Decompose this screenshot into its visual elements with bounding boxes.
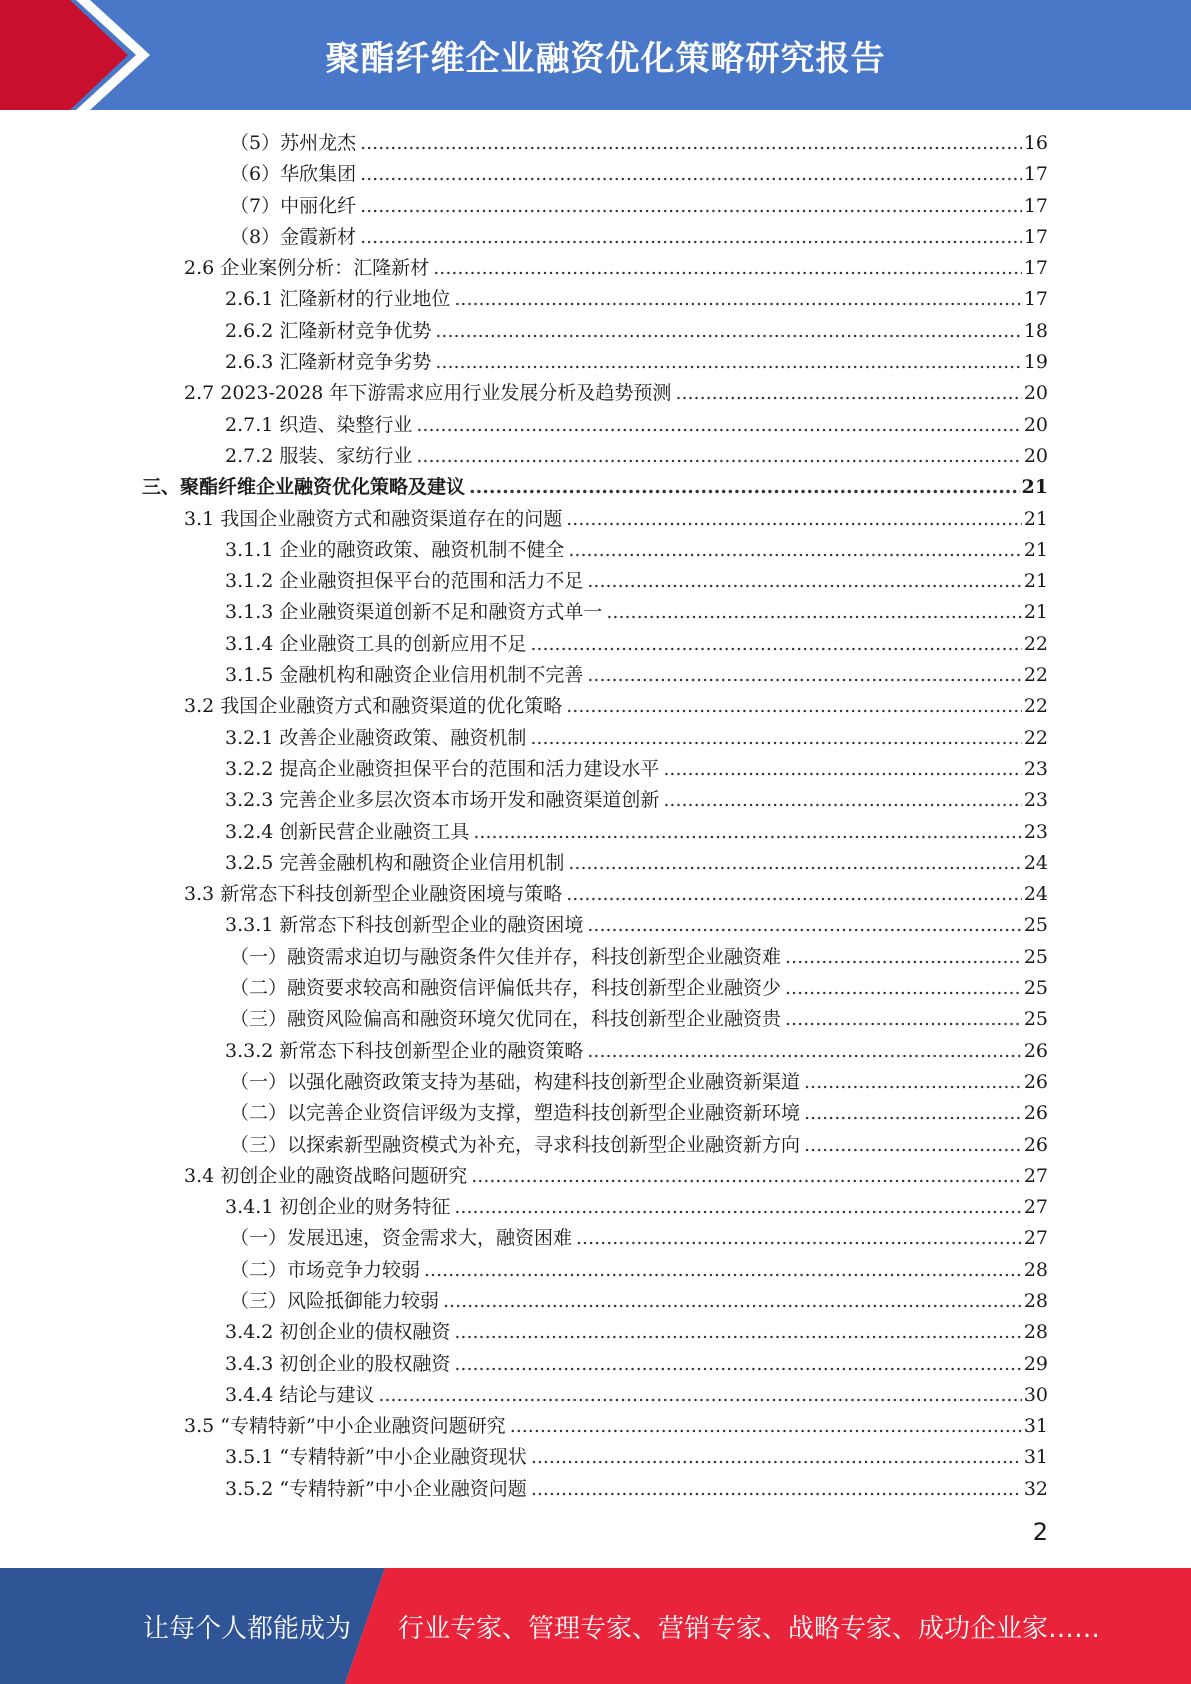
- table-of-contents: [0, 128, 1191, 1505]
- toc-entry[interactable]: [0, 316, 1048, 347]
- toc-entry-page: 26: [1023, 1102, 1048, 1125]
- footer-slogan-left: 让每个人都能成为: [143, 1613, 352, 1644]
- toc-entry[interactable]: [0, 942, 1048, 973]
- toc-leader-dots: [568, 848, 1021, 879]
- toc-entry-page: 23: [1023, 789, 1048, 812]
- toc-entry-page: 28: [1023, 1321, 1048, 1344]
- toc-leader-dots: [433, 253, 1022, 284]
- toc-entry[interactable]: [0, 410, 1048, 441]
- toc-entry-page: 25: [1023, 977, 1048, 1000]
- toc-leader-dots: [454, 1192, 1021, 1223]
- toc-entry-label: （二）以完善企业资信评级为支撑，塑造科技创新型企业融资新环境: [230, 1102, 801, 1125]
- toc-entry-label: 3.1.4 企业融资工具的创新应用不足: [225, 632, 527, 655]
- toc-entry-label: 3.2 我国企业融资方式和融资渠道的优化策略: [184, 695, 563, 718]
- toc-entry-label: 3.1.5 金融机构和融资企业信用机制不完善: [225, 664, 584, 687]
- toc-leader-dots: [416, 410, 1021, 441]
- toc-leader-dots: [587, 566, 1021, 597]
- toc-entry-page: 23: [1023, 820, 1048, 843]
- toc-leader-dots: [435, 347, 1021, 378]
- toc-leader-dots: [360, 222, 1022, 253]
- toc-entry[interactable]: [0, 754, 1048, 785]
- toc-leader-dots: [471, 1161, 1022, 1192]
- toc-leader-dots: [530, 723, 1021, 754]
- toc-leader-dots: [663, 785, 1021, 816]
- toc-entry-label: （8）金霞新材: [230, 225, 357, 248]
- toc-leader-dots: [530, 629, 1021, 660]
- toc-entry-label: （三）风险抵御能力较弱: [230, 1289, 440, 1312]
- toc-entry-page: 28: [1023, 1289, 1048, 1312]
- toc-leader-dots: [360, 191, 1022, 222]
- toc-entry-label: 3.1.1 企业的融资政策、融资机制不健全: [225, 538, 565, 561]
- toc-entry-page: 26: [1023, 1070, 1048, 1093]
- toc-entry-page: 17: [1023, 225, 1048, 248]
- toc-leader-dots: [566, 879, 1022, 910]
- toc-leader-dots: [510, 1411, 1022, 1442]
- toc-entry[interactable]: [0, 691, 1048, 722]
- toc-entry-page: 20: [1023, 382, 1048, 405]
- toc-entry[interactable]: [0, 723, 1048, 754]
- toc-leader-dots: [360, 128, 1022, 159]
- toc-leader-dots: [469, 472, 1020, 503]
- toc-entry[interactable]: [0, 441, 1048, 472]
- toc-leader-dots: [443, 1286, 1022, 1317]
- toc-entry-label: （6）华欣集团: [230, 163, 357, 186]
- toc-entry-page: 25: [1023, 945, 1048, 968]
- toc-leader-dots: [566, 691, 1022, 722]
- page-number: 2: [1032, 1518, 1048, 1546]
- toc-entry-label: （二）融资要求较高和融资信评偏低共存，科技创新型企业融资少: [230, 977, 782, 1000]
- toc-entry-label: 2.6 企业案例分析：汇隆新材: [184, 257, 430, 280]
- toc-entry-page: 27: [1023, 1196, 1048, 1219]
- toc-entry-label: （5）苏州龙杰: [230, 132, 357, 154]
- toc-leader-dots: [587, 910, 1021, 941]
- toc-entry[interactable]: [0, 879, 1048, 910]
- toc-entry-page: 22: [1023, 695, 1048, 718]
- toc-entry-label: 3.4.2 初创企业的债权融资: [225, 1321, 451, 1344]
- toc-entry-page: 19: [1023, 351, 1048, 374]
- toc-leader-dots: [587, 1036, 1021, 1067]
- toc-entry[interactable]: [0, 1192, 1048, 1223]
- toc-leader-dots: [785, 942, 1022, 973]
- toc-entry-page: 20: [1023, 413, 1048, 436]
- toc-entry[interactable]: [0, 973, 1048, 1004]
- toc-entry-label: （一）以强化融资政策支持为基础，构建科技创新型企业融资新渠道: [230, 1070, 801, 1093]
- toc-entry-label: 3.4.3 初创企业的股权融资: [225, 1352, 451, 1375]
- toc-entry[interactable]: [0, 128, 1048, 159]
- toc-entry-page: 22: [1023, 726, 1048, 749]
- toc-entry-page: 22: [1023, 664, 1048, 687]
- toc-leader-dots: [424, 1255, 1022, 1286]
- toc-entry[interactable]: [0, 191, 1048, 222]
- toc-leader-dots: [531, 1442, 1022, 1473]
- toc-entry[interactable]: [0, 1255, 1048, 1286]
- toc-entry-page: 25: [1023, 1008, 1048, 1031]
- toc-entry[interactable]: [0, 817, 1048, 848]
- toc-entry-page: 29: [1023, 1352, 1048, 1375]
- toc-entry-page: 31: [1023, 1446, 1048, 1469]
- toc-entry-label: （三）融资风险偏高和融资环境欠优同在，科技创新型企业融资贵: [230, 1008, 782, 1031]
- toc-leader-dots: [804, 1130, 1022, 1161]
- toc-entry[interactable]: [0, 597, 1048, 628]
- toc-entry-label: （二）市场竞争力较弱: [230, 1258, 421, 1281]
- toc-entry-page: 21: [1023, 570, 1048, 593]
- toc-entry-label: 2.7.2 服装、家纺行业: [225, 444, 413, 467]
- toc-entry[interactable]: [0, 284, 1048, 315]
- toc-entry-label: 2.7 2023-2028 年下游需求应用行业发展分析及趋势预测: [184, 382, 672, 405]
- toc-leader-dots: [416, 441, 1021, 472]
- toc-entry[interactable]: [0, 1161, 1048, 1192]
- toc-entry[interactable]: [0, 159, 1048, 190]
- toc-leader-dots: [454, 284, 1021, 315]
- toc-entry[interactable]: [0, 535, 1048, 566]
- toc-entry[interactable]: [0, 848, 1048, 879]
- toc-entry-page: 24: [1023, 883, 1048, 906]
- toc-entry-page: 17: [1023, 288, 1048, 311]
- toc-entry[interactable]: [0, 1474, 1048, 1505]
- toc-entry[interactable]: [0, 504, 1048, 535]
- toc-entry-page: 17: [1023, 194, 1048, 217]
- toc-entry-page: 26: [1023, 1133, 1048, 1156]
- toc-entry-label: 3.5.2 “专精特新”中小企业融资问题: [225, 1477, 527, 1500]
- toc-leader-dots: [804, 1067, 1022, 1098]
- toc-leader-dots: [566, 504, 1022, 535]
- toc-entry-page: 21: [1023, 601, 1048, 624]
- toc-entry[interactable]: [0, 1004, 1048, 1035]
- toc-entry-page: 18: [1023, 319, 1048, 342]
- toc-entry[interactable]: [0, 910, 1048, 941]
- toc-entry[interactable]: [0, 347, 1048, 378]
- toc-entry-page: 32: [1023, 1477, 1048, 1500]
- toc-entry-label: 2.6.3 汇隆新材竞争劣势: [225, 351, 432, 374]
- toc-entry-label: 2.7.1 织造、染整行业: [225, 413, 413, 436]
- toc-entry[interactable]: [0, 1349, 1048, 1380]
- toc-entry[interactable]: [0, 566, 1048, 597]
- footer-slogan-right: 行业专家、管理专家、营销专家、战略专家、成功企业家……: [398, 1613, 1101, 1644]
- toc-entry-page: 28: [1023, 1258, 1048, 1281]
- toc-leader-dots: [473, 817, 1021, 848]
- toc-entry[interactable]: [0, 222, 1048, 253]
- toc-leader-dots: [587, 660, 1021, 691]
- toc-entry-page: 21: [1023, 507, 1048, 530]
- toc-entry-page: 30: [1023, 1383, 1048, 1406]
- toc-entry-label: （7）中丽化纤: [230, 194, 357, 217]
- toc-entry[interactable]: [0, 1442, 1048, 1473]
- toc-entry-label: 2.6.2 汇隆新材竞争优势: [225, 319, 432, 342]
- toc-entry[interactable]: [0, 1223, 1048, 1254]
- toc-entry-label: （一）发展迅速，资金需求大，融资困难: [230, 1227, 573, 1250]
- toc-entry-page: 21: [1023, 538, 1048, 561]
- toc-entry-page: 21: [1021, 476, 1048, 499]
- toc-entry[interactable]: [0, 629, 1048, 660]
- toc-leader-dots: [675, 378, 1021, 409]
- toc-entry-label: 3.2.1 改善企业融资政策、融资机制: [225, 726, 527, 749]
- toc-entry-label: 2.6.1 汇隆新材的行业地位: [225, 288, 451, 311]
- toc-entry-page: 20: [1023, 444, 1048, 467]
- toc-entry-label: 3.4 初创企业的融资战略问题研究: [184, 1164, 468, 1187]
- toc-entry[interactable]: [0, 378, 1048, 409]
- toc-entry-label: 3.2.4 创新民营企业融资工具: [225, 820, 470, 843]
- toc-leader-dots: [576, 1223, 1022, 1254]
- toc-leader-dots: [360, 159, 1022, 190]
- toc-entry-label: （三）以探索新型融资模式为补充，寻求科技创新型企业融资新方向: [230, 1133, 801, 1156]
- toc-entry[interactable]: [0, 785, 1048, 816]
- toc-entry-label: 3.2.2 提高企业融资担保平台的范围和活力建设水平: [225, 757, 660, 780]
- toc-entry-label: 3.1.2 企业融资担保平台的范围和活力不足: [225, 570, 584, 593]
- toc-entry-page: 24: [1023, 851, 1048, 874]
- toc-leader-dots: [785, 973, 1022, 1004]
- toc-entry[interactable]: [0, 660, 1048, 691]
- toc-entry-label: 3.4.1 初创企业的财务特征: [225, 1196, 451, 1219]
- toc-leader-dots: [454, 1317, 1021, 1348]
- toc-entry-label: 3.1 我国企业融资方式和融资渠道存在的问题: [184, 507, 563, 530]
- toc-leader-dots: [606, 597, 1021, 628]
- toc-entry[interactable]: [0, 1098, 1048, 1129]
- toc-entry-label: 三、聚酯纤维企业融资优化策略及建议: [142, 476, 466, 499]
- toc-leader-dots: [804, 1098, 1022, 1129]
- toc-leader-dots: [785, 1004, 1022, 1035]
- toc-entry[interactable]: [0, 1286, 1048, 1317]
- toc-entry-page: 17: [1023, 163, 1048, 186]
- toc-leader-dots: [378, 1380, 1021, 1411]
- toc-entry[interactable]: [0, 253, 1048, 284]
- toc-leader-dots: [568, 535, 1021, 566]
- toc-entry-page: 22: [1023, 632, 1048, 655]
- page-footer: [0, 1568, 1191, 1684]
- toc-entry-label: 3.3.1 新常态下科技创新型企业的融资困境: [225, 914, 584, 937]
- toc-entry[interactable]: [0, 1380, 1048, 1411]
- toc-entry-page: 31: [1023, 1415, 1048, 1438]
- toc-entry[interactable]: [0, 1317, 1048, 1348]
- toc-leader-dots: [454, 1349, 1021, 1380]
- toc-entry[interactable]: [0, 1067, 1048, 1098]
- toc-entry-page: 26: [1023, 1039, 1048, 1062]
- toc-entry-page: 16: [1023, 132, 1048, 154]
- toc-leader-dots: [435, 316, 1021, 347]
- toc-entry-page: 17: [1023, 257, 1048, 280]
- toc-entry-label: 3.4.4 结论与建议: [225, 1383, 375, 1406]
- toc-entry[interactable]: [0, 1130, 1048, 1161]
- toc-entry-label: 3.2.5 完善金融机构和融资企业信用机制: [225, 851, 565, 874]
- toc-entry[interactable]: [0, 1036, 1048, 1067]
- toc-entry[interactable]: [0, 472, 1048, 503]
- toc-entry-label: 3.3 新常态下科技创新型企业融资困境与策略: [184, 883, 563, 906]
- toc-entry-label: 3.3.2 新常态下科技创新型企业的融资策略: [225, 1039, 584, 1062]
- toc-leader-dots: [663, 754, 1021, 785]
- toc-entry-label: 3.5 “专精特新”中小企业融资问题研究: [184, 1415, 506, 1438]
- toc-leader-dots: [531, 1474, 1022, 1505]
- toc-entry-label: 3.2.3 完善企业多层次资本市场开发和融资渠道创新: [225, 789, 660, 812]
- toc-entry-page: 27: [1023, 1164, 1048, 1187]
- toc-entry-page: 25: [1023, 914, 1048, 937]
- page-header: [0, 0, 1191, 110]
- toc-entry-label: （一）融资需求迫切与融资条件欠佳并存，科技创新型企业融资难: [230, 945, 782, 968]
- toc-entry-label: 3.5.1 “专精特新”中小企业融资现状: [225, 1446, 527, 1469]
- toc-entry[interactable]: [0, 1411, 1048, 1442]
- header-title: 聚酯纤维企业融资优化策略研究报告: [325, 38, 886, 79]
- toc-entry-page: 27: [1023, 1227, 1048, 1250]
- toc-entry-label: 3.1.3 企业融资渠道创新不足和融资方式单一: [225, 601, 603, 624]
- toc-entry-page: 23: [1023, 757, 1048, 780]
